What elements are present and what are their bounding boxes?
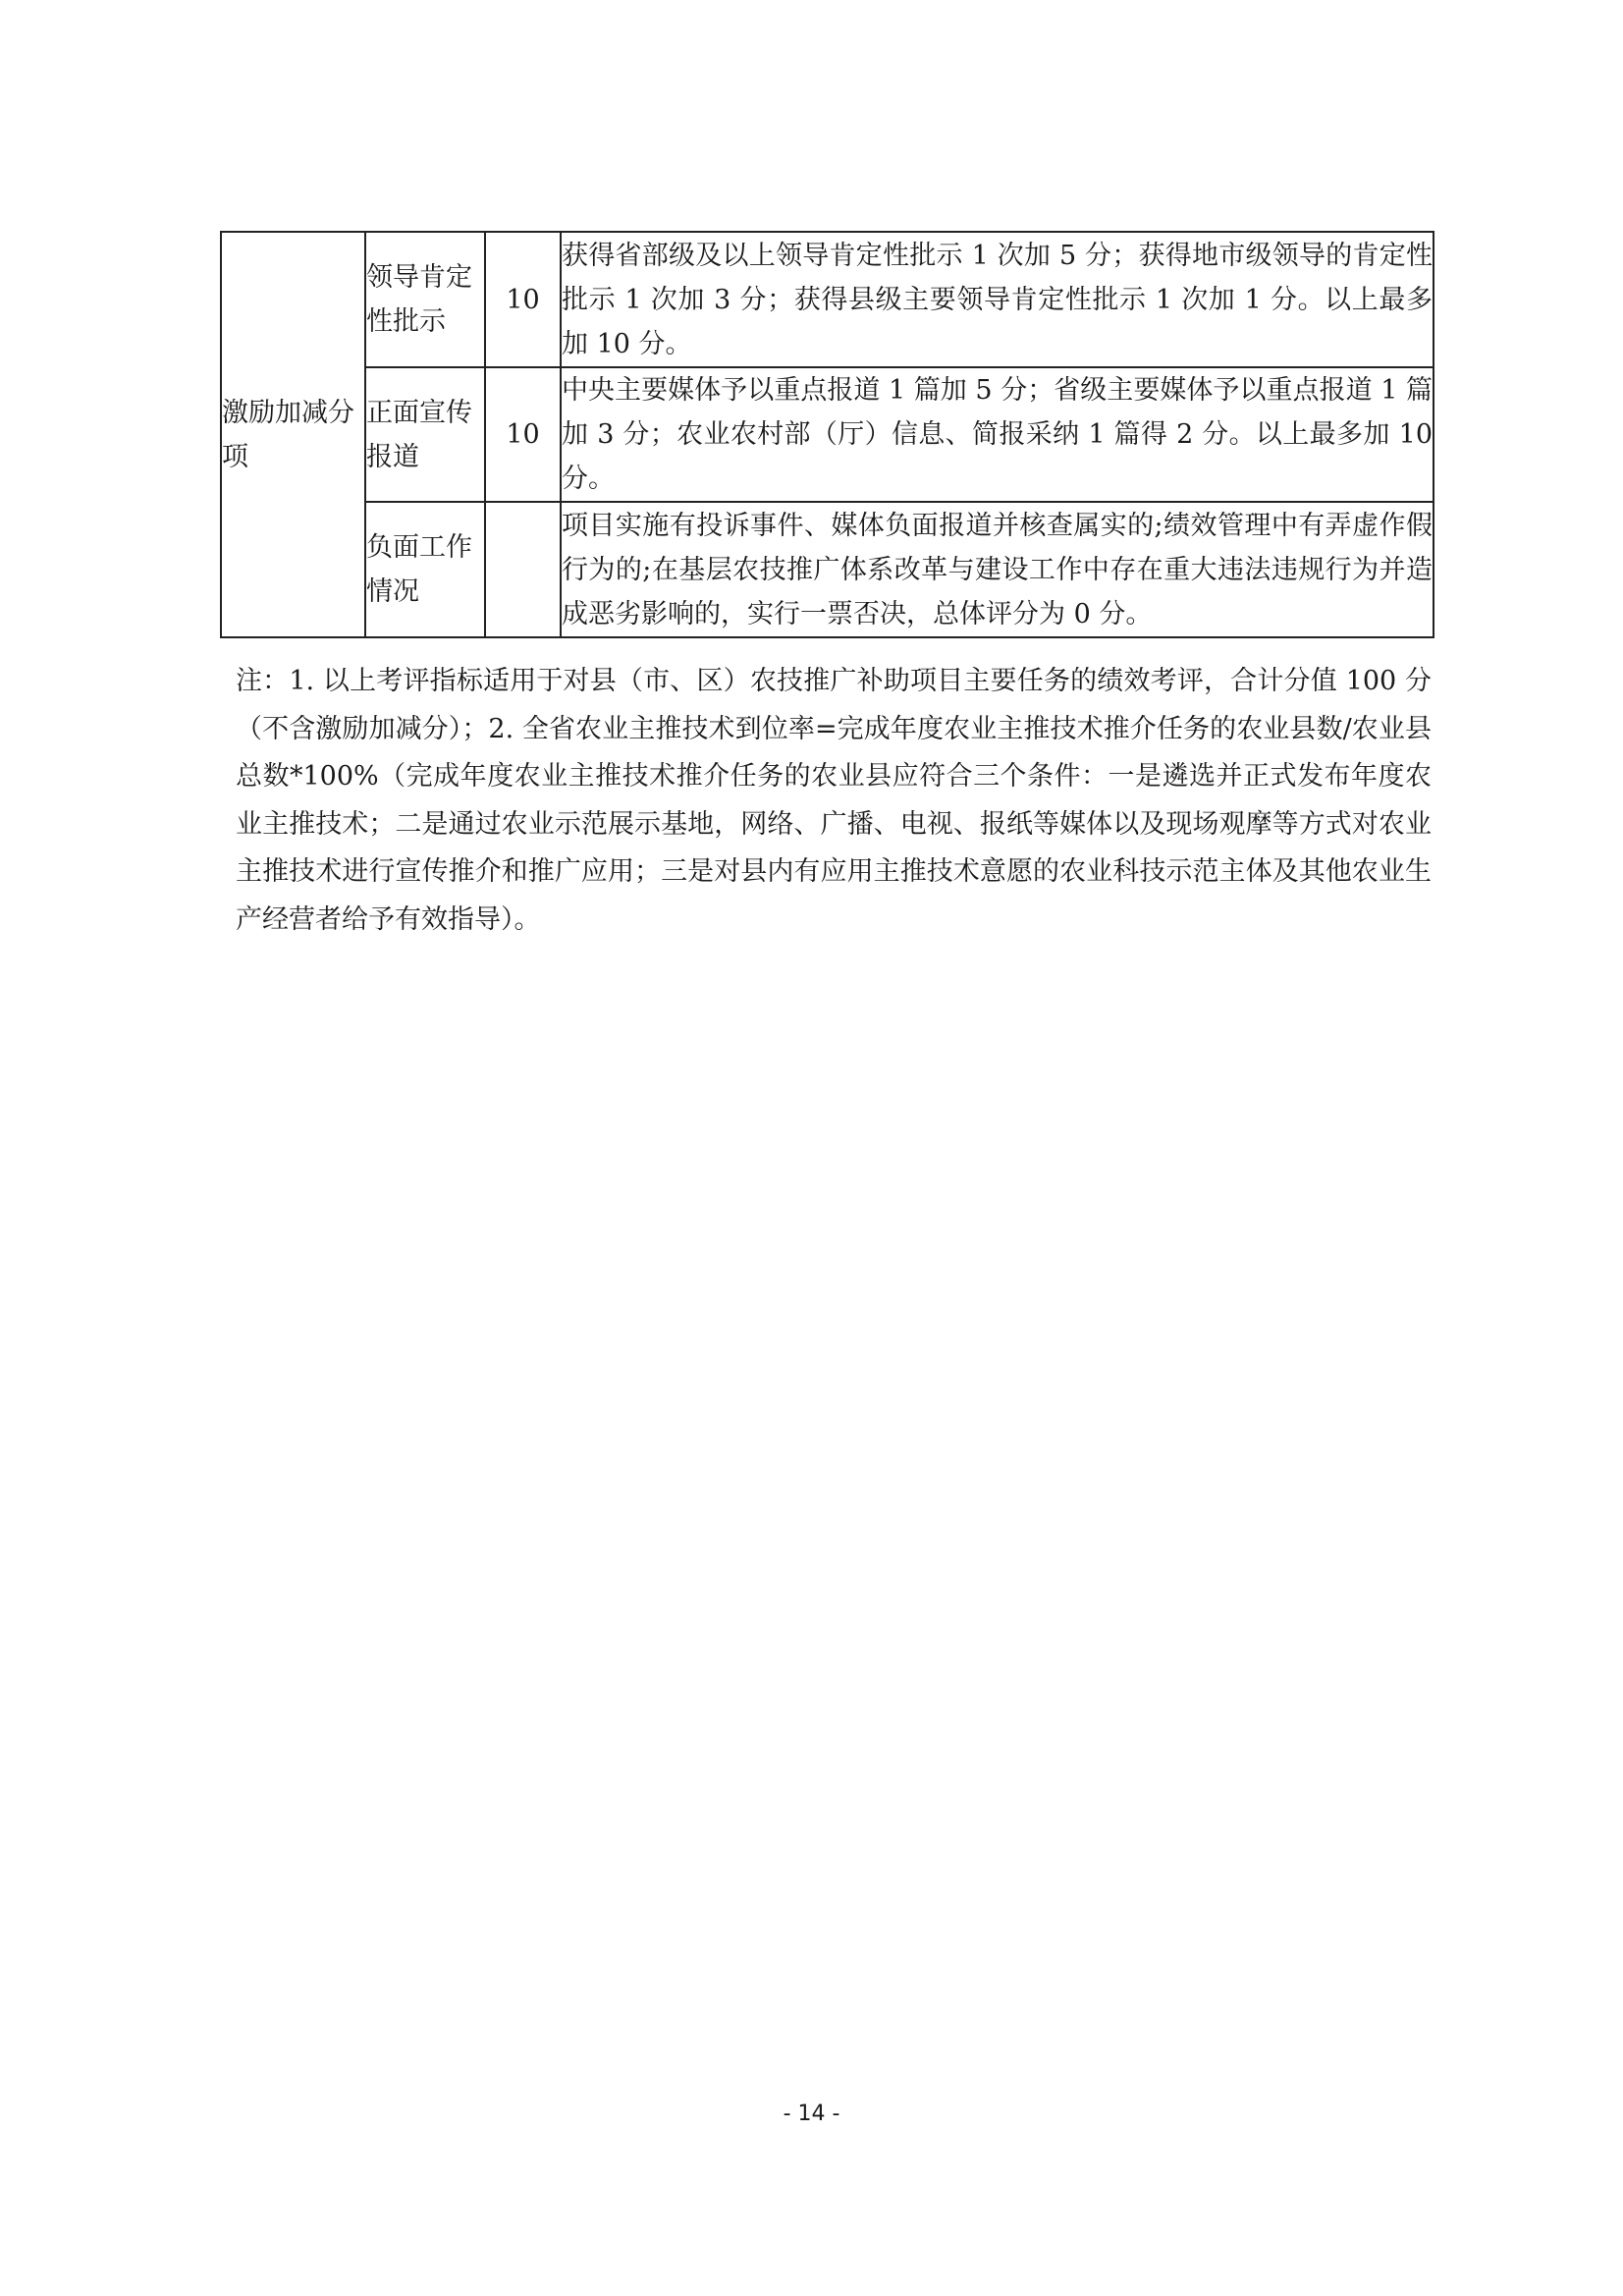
table-row bbox=[221, 232, 1434, 367]
category-label: 激励加减分项 bbox=[222, 397, 354, 472]
table-note: 注：1. 以上考评指标适用于对县（市、区）农技推广补助项目主要任务的绩效考评，合计分值 100 分（不含激励加减分）；2. 全省农业主推技术到位率=完成年度农业主推技术推介任务的农业县数/农业县总数*100%（完成年度农业主推技术推介任务的农业县应符合三个条件：一是遴选并正式发布年度农业主推技术；二是通过农业示范展示基地，网络、广播、电视、报纸等媒体以及现场观摩等方式对农业主推技术进行宣传推介和推广应用；三是对县内有应用主推技术意愿的农业科技示范主体及其他农业生产经营者给予有效指导）。 bbox=[236, 666, 1432, 935]
description-cell: 获得省部级及以上领导肯定性批示 1 次加 5 分；获得地市级领导的肯定性批示 1 次加 3 分；获得县级主要领导肯定性批示 1 次加 1 分。以上最多加 10 分。 bbox=[561, 232, 1434, 367]
item-cell bbox=[365, 502, 485, 637]
scoring-table bbox=[220, 231, 1434, 638]
points-cell: 10 bbox=[485, 232, 561, 367]
table-row bbox=[221, 367, 1434, 502]
category-cell bbox=[221, 232, 365, 637]
item-label: 正面宣传报道 bbox=[366, 397, 472, 472]
description-cell: 项目实施有投诉事件、媒体负面报道并核查属实的;绩效管理中有弄虚作假行为的;在基层农技推广体系改革与建设工作中存在重大违法违规行为并造成恶劣影响的，实行一票否决，总体评分为 0 分。 bbox=[561, 502, 1434, 637]
table-row bbox=[221, 502, 1434, 637]
page-number: - 14 - bbox=[783, 2102, 840, 2126]
item-label: 领导肯定性批示 bbox=[366, 262, 472, 337]
item-cell bbox=[365, 232, 485, 367]
description-cell: 中央主要媒体予以重点报道 1 篇加 5 分；省级主要媒体予以重点报道 1 篇加 3 分；农业农村部（厅）信息、简报采纳 1 篇得 2 分。以上最多加 10 分。 bbox=[561, 367, 1434, 502]
points-cell bbox=[485, 502, 561, 637]
points-cell: 10 bbox=[485, 367, 561, 502]
item-cell bbox=[365, 367, 485, 502]
item-label: 负面工作情况 bbox=[366, 532, 472, 607]
